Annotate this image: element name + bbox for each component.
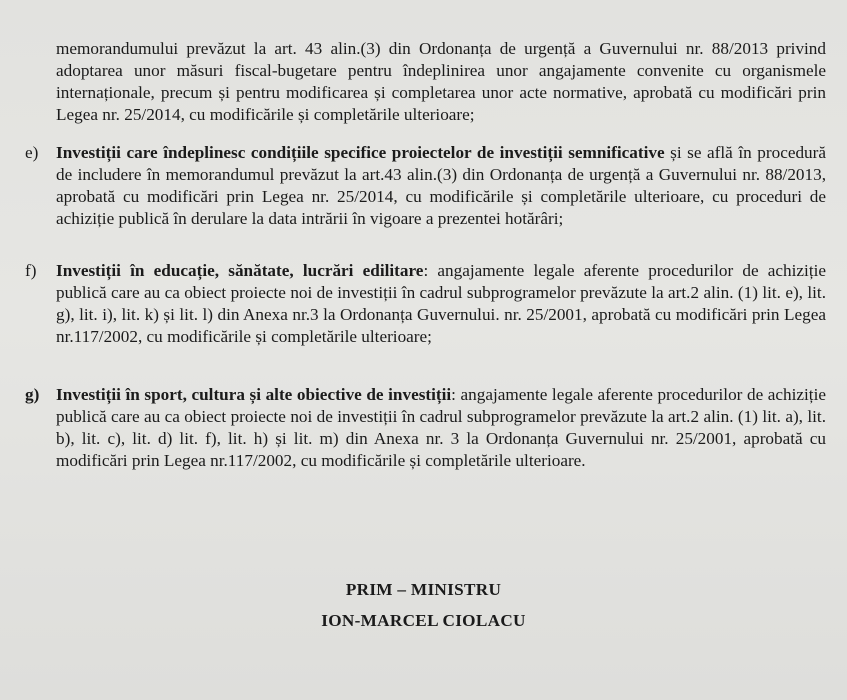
signature-title: PRIM – MINISTRU: [345, 580, 502, 599]
paragraph-f: [25, 260, 826, 348]
signature-name: ION-MARCEL CIOLACU: [321, 611, 526, 630]
paragraph-f-heading: Investiții în educație, sănătate, lucrări edilitare: [56, 261, 424, 280]
paragraph-f-marker: f): [25, 261, 37, 280]
paragraph-g-marker: g): [25, 385, 40, 404]
paragraph-g-heading: Investiții în sport, cultura și alte obiective de investiții: [56, 385, 452, 404]
paragraph-continuation-text: memorandumului prevăzut la art. 43 alin.(3) din Ordonanța de urgență a Guvernului nr. 88/2013 privind adoptarea unor măsuri fiscal-bugetare pentru îndeplinirea unor angajamente convenite cu organismele internaționale, precum și pentru modificarea și completarea unor acte normative, aprobată cu modificări prin Legea nr. 25/2014, cu modificările și completările ulterioare;: [56, 39, 826, 124]
paragraph-e-text: și se află în procedură de includere în memorandumul prevăzut la art.43 alin.(3) din Ordonanța de urgență a Guvernului nr. 88/2013, aprobată cu modificări prin Legea nr. 25/2014, cu modificările și completările ulterioare, cu proceduri de achiziție publică în derulare la data intrării în vigoare a prezentei hotărâri;: [56, 143, 826, 228]
paragraph-e-marker: e): [25, 143, 39, 162]
paragraph-e: [25, 142, 826, 230]
paragraph-e-heading: Investiții care îndeplinesc condițiile specifice proiectelor de investiții semnificative: [56, 143, 665, 162]
paragraph-continuation: [56, 38, 826, 126]
paragraph-f-text: : angajamente legale aferente procedurilor de achiziție publică care au ca obiect proiecte noi de investiții în cadrul subprogramelor prevăzute la art.2 alin. (1) lit. e), lit. g), lit. i), lit. k) și lit. l) din Anexa nr.3 la Ordonanța Guvernului. nr. 25/2001, aprobată cu modificări prin Legea nr.117/2002, cu modificările și completările ulterioare;: [56, 261, 826, 346]
paragraph-g: [25, 384, 826, 472]
paragraph-g-text: : angajamente legale aferente procedurilor de achiziție publică care au ca obiect proiecte noi de investiții în cadrul subprogramelor prevăzute la art.2 alin. (1) lit. a), lit. b), lit. c), lit. d) lit. f), lit. h) și lit. m) din Anexa nr. 3 la Ordonanța Guvernului nr. 25/2001, aprobată cu modificări prin Legea nr.117/2002, cu modificările și completările ulterioare.: [56, 385, 826, 470]
